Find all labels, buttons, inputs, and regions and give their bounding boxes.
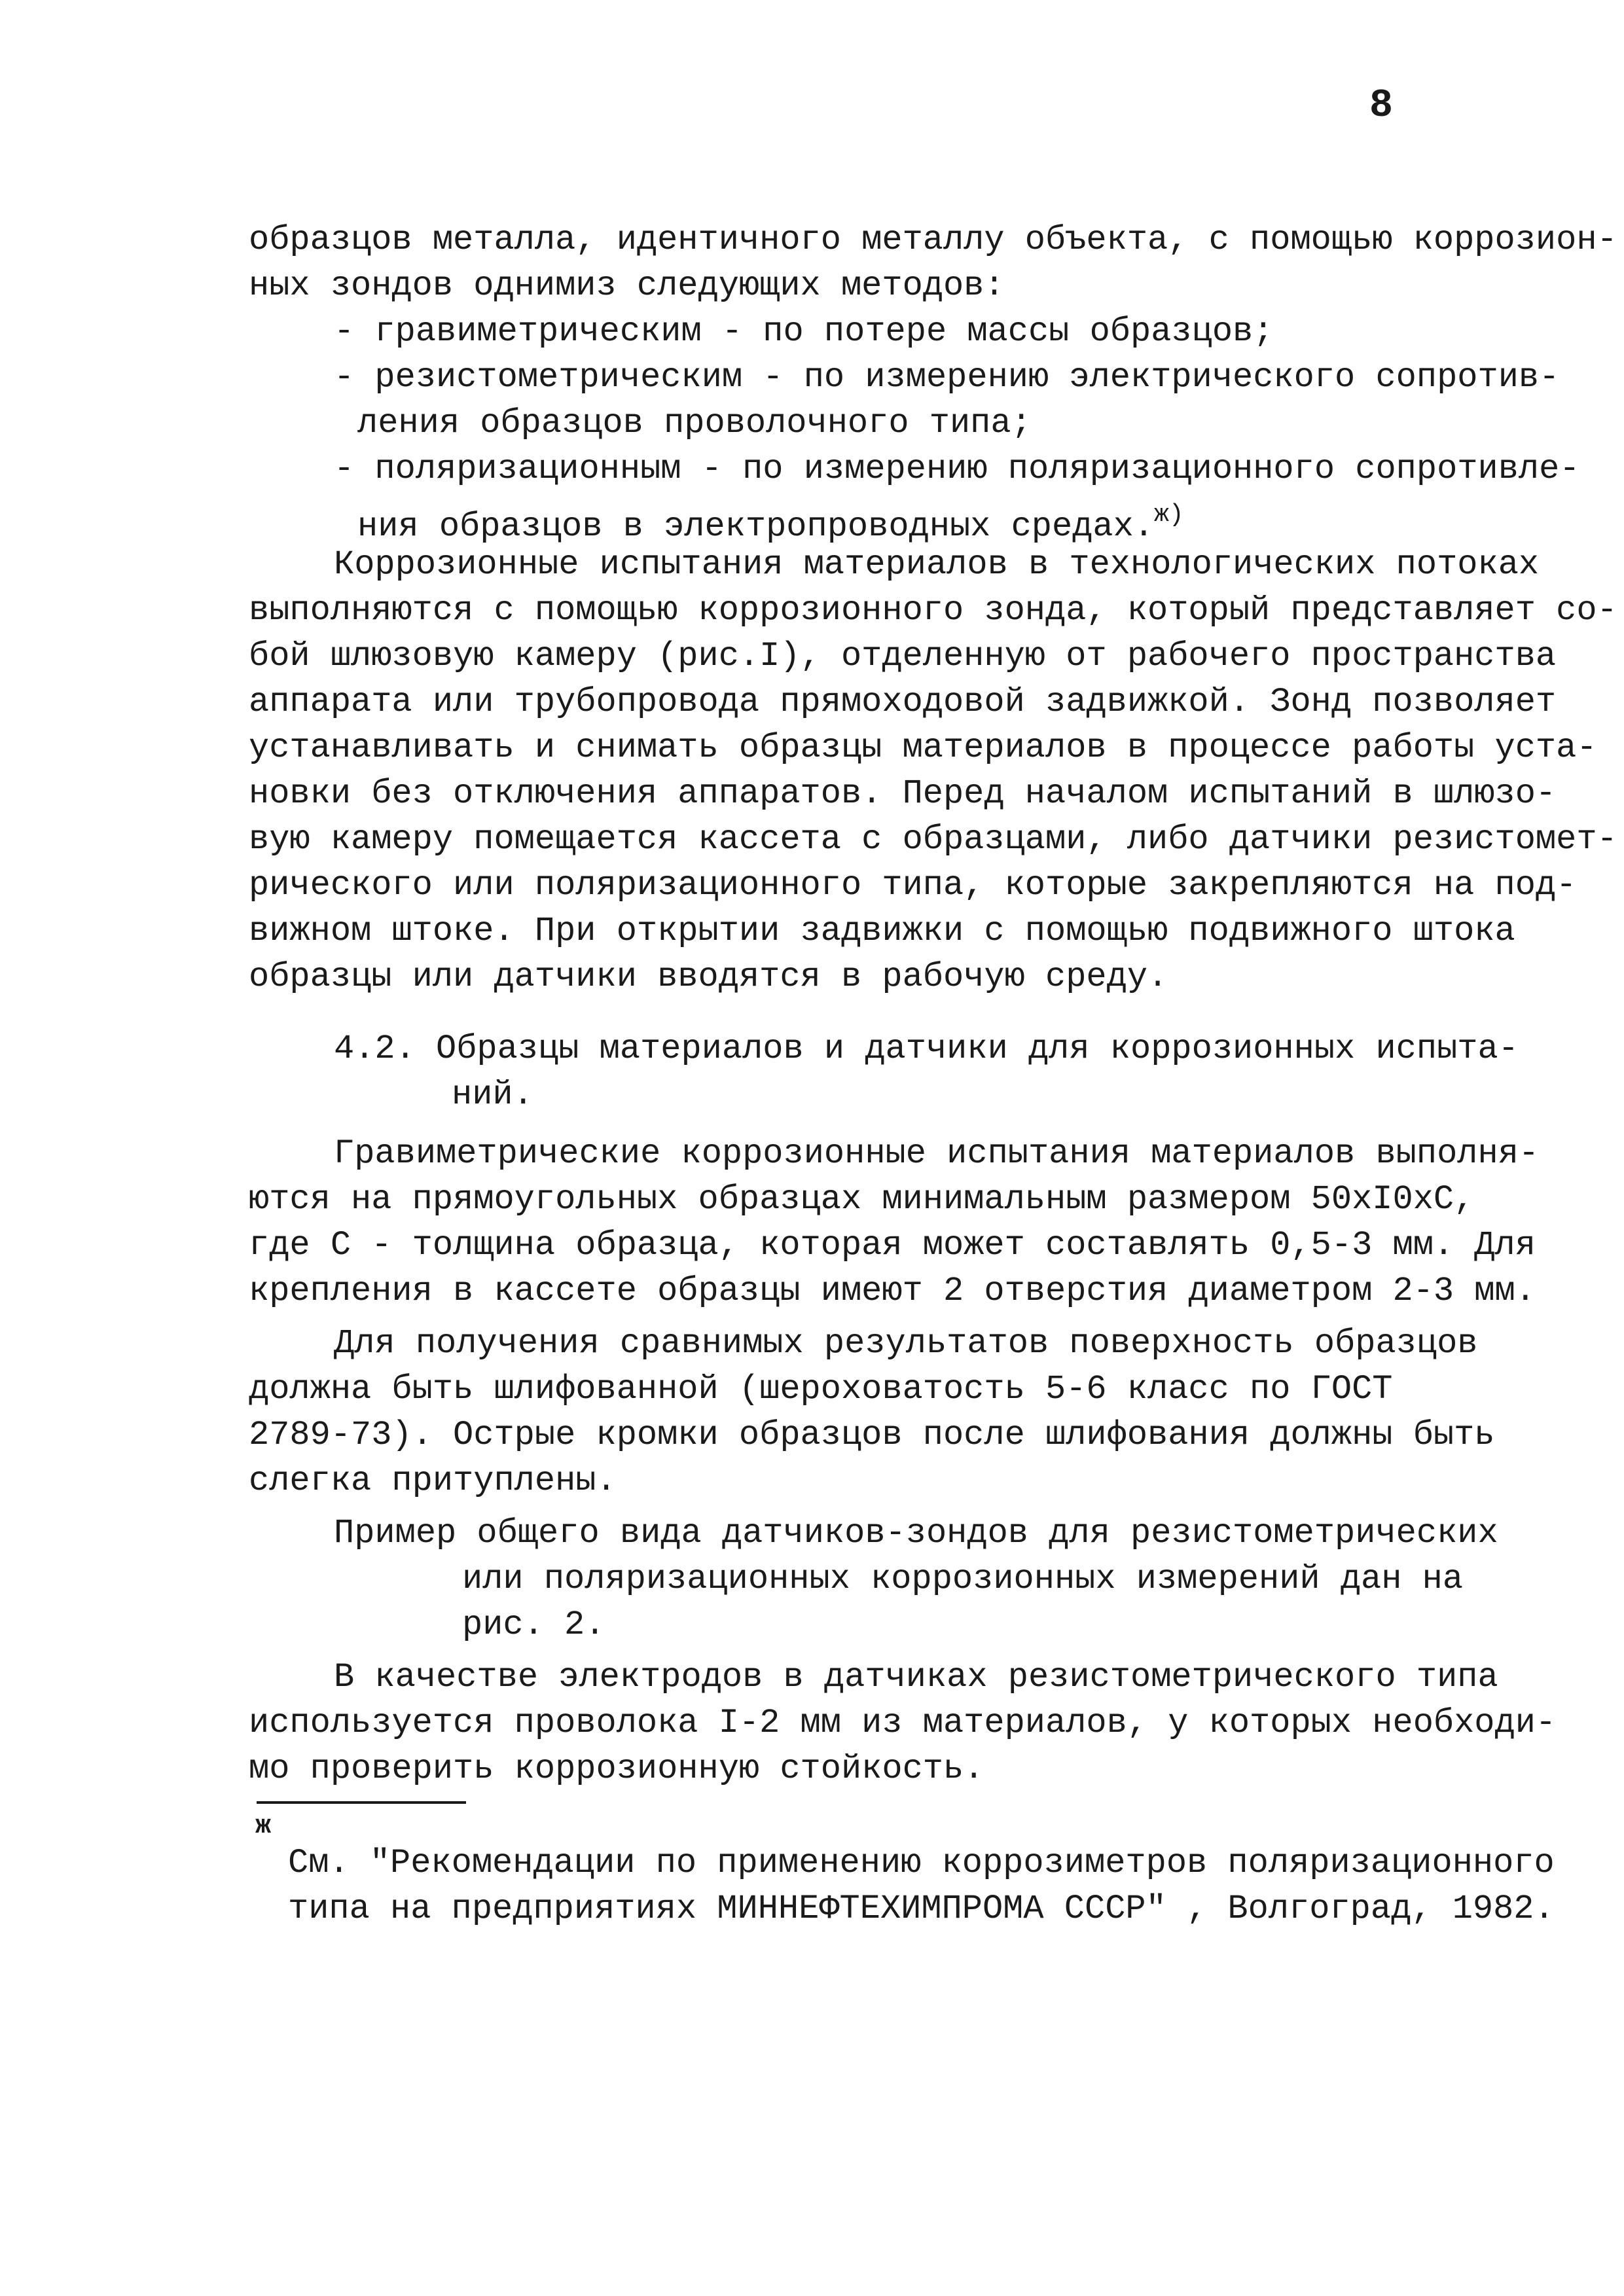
list-item-continuation: [357, 492, 1184, 550]
paragraph-line: вую камеру помещается кассета с образцами, либо датчики резистомет-: [249, 820, 1617, 859]
paragraph-line: должна быть шлифованной (шероховатость 5-6 класс по ГОСТ: [249, 1370, 1393, 1408]
body-text-line: образцов металла, идентичного металлу объекта, с помощью коррозион-: [249, 221, 1617, 259]
paragraph-line: используется проволока I-2 мм из материалов, у которых необходи-: [249, 1704, 1557, 1742]
paragraph-line: образцы или датчики вводятся в рабочую среду.: [249, 958, 1168, 996]
list-item: - гравиметрическим - по потере массы образцов;: [334, 312, 1274, 351]
paragraph-line: Для получения сравнимых результатов поверхность образцов: [334, 1324, 1478, 1363]
list-item-continuation: ления образцов проволочного типа;: [357, 404, 1032, 442]
paragraph-line: выполняются с помощью коррозионного зонда, который представляет со-: [249, 591, 1617, 630]
paragraph-line: новки без отключения аппаратов. Перед началом испытаний в шлюзо-: [249, 774, 1557, 813]
paragraph-line: рического или поляризационного типа, которые закрепляются на под-: [249, 866, 1577, 905]
paragraph-line: ются на прямоугольных образцах минимальным размером 50хI0хС,: [249, 1180, 1475, 1219]
paragraph-line: В качестве электродов в датчиках резистометрического типа: [334, 1658, 1498, 1696]
page-number: 8: [1369, 84, 1394, 128]
paragraph-line: вижном штоке. При открытии задвижки с помощью подвижного штока: [249, 912, 1515, 950]
footnote-line: типа на предприятиях МИННЕФТЕХИМПРОМА СССР" , Волгоград, 1982.: [288, 1890, 1555, 1928]
footnote-line: См. "Рекомендации по применению коррозиметров поляризационного: [288, 1844, 1555, 1882]
paragraph-line: аппарата или трубопровода прямоходовой задвижкой. Зонд позволяет: [249, 683, 1557, 721]
paragraph-line: Коррозионные испытания материалов в технологических потоках: [334, 545, 1540, 584]
list-item: - резистометрическим - по измерению электрического сопротив-: [334, 358, 1560, 397]
list-item: - поляризационным - по измерению поляризационного сопротивле-: [334, 450, 1580, 488]
paragraph-line: бой шлюзовую камеру (рис.I), отделенную от рабочего пространства: [249, 637, 1557, 675]
section-heading: 4.2. Образцы материалов и датчики для коррозионных испыта-: [334, 1030, 1519, 1068]
body-text-line: ных зондов однимиз следующих методов:: [249, 266, 1005, 305]
footnote-rule: [257, 1801, 466, 1804]
paragraph-line: слегка притуплены.: [249, 1462, 617, 1500]
paragraph-line: Пример общего вида датчиков-зондов для резистометрических: [334, 1514, 1498, 1552]
paragraph-line: где С - толщина образца, которая может составлять 0,5-3 мм. Для: [249, 1226, 1536, 1265]
paragraph-line: мо проверить коррозионную стойкость.: [249, 1749, 984, 1788]
paragraph-line: Гравиметрические коррозионные испытания материалов выполня-: [334, 1134, 1540, 1173]
paragraph-line: крепления в кассете образцы имеют 2 отверстия диаметром 2-3 мм.: [249, 1272, 1536, 1310]
paragraph-line: устанавливать и снимать образцы материалов в процессе работы уста-: [249, 728, 1597, 767]
paragraph-line: или поляризационных коррозионных измерений дан на: [462, 1560, 1464, 1598]
paragraph-line: 2789-73). Острые кромки образцов после шлифования должны быть: [249, 1416, 1495, 1454]
section-heading-continuation: ний.: [452, 1075, 533, 1114]
footnote-reference: ж): [1154, 501, 1184, 529]
footnote-mark: ж: [255, 1812, 272, 1841]
paragraph-line: рис. 2.: [462, 1605, 605, 1644]
list-item-text: ния образцов в электропроводных средах.: [357, 507, 1154, 546]
